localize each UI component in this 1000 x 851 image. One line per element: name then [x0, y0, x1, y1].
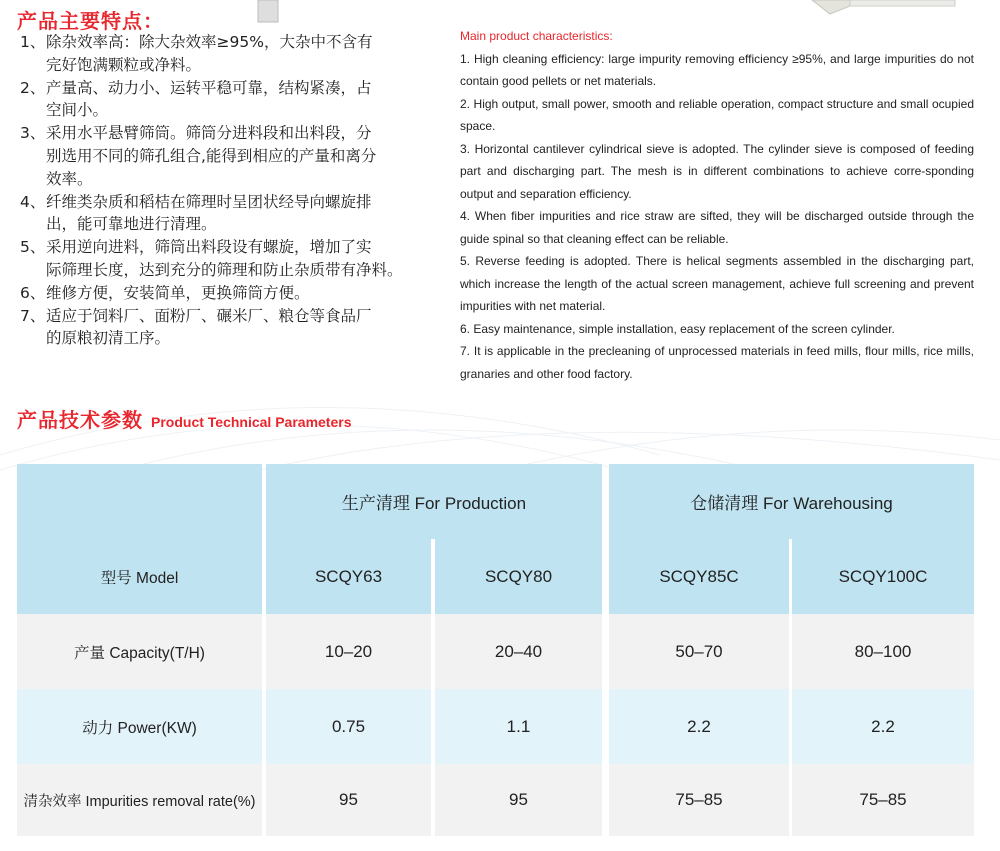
group-warehousing-header: 仓储清理 For Warehousing [609, 464, 974, 539]
row-capacity-label: 产量 Capacity(T/H) [17, 614, 262, 689]
model-cell-4: SCQY100C [792, 539, 974, 614]
removal-cell-2: 95 [435, 764, 602, 836]
feature-cn-5: 5、 采用逆向进料，筛筒出料段设有螺旋，增加了实 际筛理长度，达到充分的筛理和防止杂质带有净料。 [20, 238, 403, 279]
power-cell-2: 1.1 [435, 689, 602, 764]
model-cell-3: SCQY85C [609, 539, 789, 614]
feature-en-5: 5. Reverse feeding is adopted. There is helical segments assembled in the discharging part, which increase the length of the actual screen management, achieve full screening and prevent impurities with net material. [460, 254, 974, 313]
row-power-label: 动力 Power(KW) [17, 689, 262, 764]
removal-cell-4: 75–85 [792, 764, 974, 836]
features-list-en [460, 25, 974, 385]
model-cell-2: SCQY80 [435, 539, 602, 614]
feature-en-1: 1. High cleaning efficiency: large impurity removing efficiency ≥95%, and large impurities do not contain good pellets or net materials. [460, 51, 974, 88]
capacity-cell-4: 80–100 [792, 614, 974, 689]
feature-en-4: 4. When fiber impurities and rice straw are sifted, they will be discharged outside through the guide spinal so that cleaning effect can be reliable. [460, 209, 974, 246]
params-title [17, 404, 351, 433]
feature-cn-1: 1、 除杂效率高：除大杂效率≥95%，大杂中不含有 完好饱满颗粒或净料。 [20, 33, 373, 74]
machine-image-fragment [258, 0, 955, 22]
feature-en-2: 2. High output, small power, smooth and reliable operation, compact structure and small ocupied space. [460, 96, 974, 133]
power-cell-3: 2.2 [609, 689, 789, 764]
features-title-cn: 产品主要特点： [17, 9, 164, 33]
params-title-en: Product Technical Parameters [151, 414, 352, 430]
feature-cn-3: 3、 采用水平悬臂筛筒。筛筒分进料段和出料段，分 别选用不同的筛孔组合,能得到相应的产量和离分 效率。 [20, 124, 377, 188]
removal-cell-1: 95 [266, 764, 431, 836]
power-cell-1: 0.75 [266, 689, 431, 764]
feature-cn-7: 7、 适应于饲料厂、面粉厂、碾米厂、粮仓等食品厂 的原粮初清工序。 [20, 306, 372, 348]
power-cell-4: 2.2 [792, 689, 974, 764]
table-header-blank [17, 464, 262, 539]
row-removal-rate-label: 清杂效率 Impurities removal rate(%) [17, 764, 262, 836]
capacity-cell-3: 50–70 [609, 614, 789, 689]
feature-en-7: 7. It is applicable in the precleaning of unprocessed materials in feed mills, flour mills, rice mills, granaries and other food factory. [460, 344, 974, 381]
features-title-en: Main product characteristics: [460, 29, 613, 43]
capacity-cell-2: 20–40 [435, 614, 602, 689]
params-title-cn: 产品技术参数 [17, 408, 143, 432]
feature-cn-4: 4、 纤维类杂质和稻桔在筛理时呈团状经导向螺旋排 出，能可靠地进行清理。 [20, 192, 372, 234]
feature-en-6: 6. Easy maintenance, simple installation, easy replacement of the screen cylinder. [460, 321, 895, 336]
feature-en-3: 3. Horizontal cantilever cylindrical sieve is adopted. The cylinder sieve is composed of feeding part and discharging part. The mesh is in different combinations to achieve corre-sponding output and separation efficiency. [460, 141, 974, 201]
feature-cn-6: 6、 维修方便，安装简单，更换筛筒方便。 [20, 283, 310, 302]
model-cell-1: SCQY63 [266, 539, 431, 614]
capacity-cell-1: 10–20 [266, 614, 431, 689]
row-model-label: 型号 Model [17, 539, 262, 614]
features-list-cn [20, 31, 420, 350]
feature-cn-2: 2、 产量高、动力小、运转平稳可靠，结构紧凑，占 空间小。 [20, 78, 372, 120]
group-production-header: 生产清理 For Production [266, 464, 602, 539]
removal-cell-3: 75–85 [609, 764, 789, 836]
